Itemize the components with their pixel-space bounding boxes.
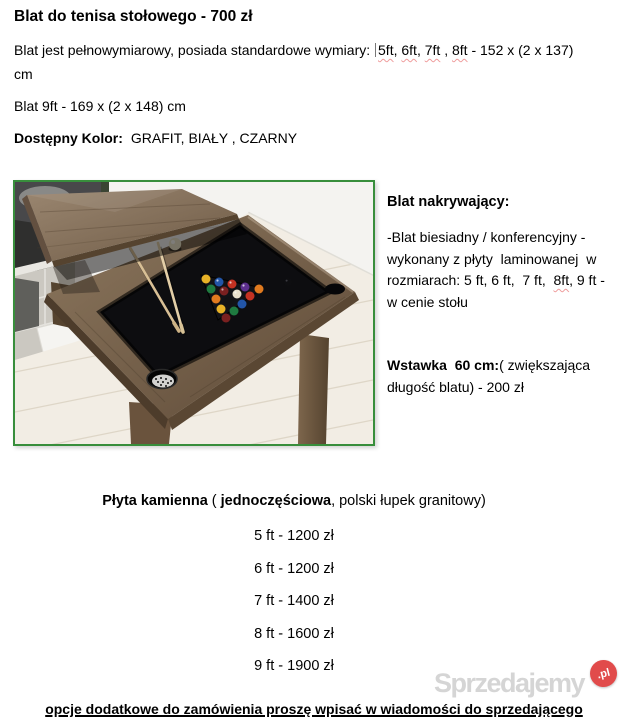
size-token: 6ft <box>401 42 417 58</box>
corner-pocket-top-right <box>325 284 345 295</box>
size-token: 5ft <box>378 42 394 58</box>
insert-option: Wstawka 60 cm:( zwiększająca długość blatu) - 200 zł <box>387 357 591 395</box>
product-photo[interactable] <box>13 180 375 446</box>
door-mat <box>15 278 39 332</box>
price-row: 5 ft - 1200 zł <box>254 528 334 544</box>
price-row: 8 ft - 1600 zł <box>254 625 334 642</box>
price-row: 9 ft - 1900 zł <box>254 658 334 674</box>
price-row: 7 ft - 1400 zł <box>254 593 334 609</box>
pool-table-illustration <box>15 182 373 444</box>
size-token: 8ft <box>451 42 468 58</box>
stone-slab-section <box>14 492 574 683</box>
cover-heading: Blat nakrywający: <box>387 194 510 210</box>
cover-description: -Blat biesiadny / konferencyjny - wykonany z płyty laminowanej w rozmiarach: 5 ft, 6 ft, 7 ft, 8ft, 9 ft - w cenie stołu <box>387 229 605 310</box>
insert-label: Wstawka 60 cm: <box>387 357 500 373</box>
color-label: Dostępny Kolor: <box>14 130 123 146</box>
color-value: GRAFIT, BIAŁY , CZARNY <box>130 130 298 146</box>
size-token: 8ft <box>553 272 570 288</box>
dimensions-paragraph-wrap: cm <box>14 66 33 82</box>
black-ball <box>284 278 292 286</box>
size-token: 7ft <box>424 42 441 58</box>
cover-top-column <box>387 180 614 446</box>
color-line <box>14 126 614 150</box>
watermark-tld: .pl <box>595 666 612 681</box>
watermark-text: Sprzedajemy <box>434 668 585 698</box>
dimensions-9ft: Blat 9ft - 169 x (2 x 148) cm <box>14 98 186 114</box>
price-row: 6 ft - 1200 zł <box>254 560 334 577</box>
corner-pocket-bottom-left <box>147 370 177 389</box>
media-row <box>13 180 614 446</box>
dimensions-paragraph: Blat jest pełnowymiarowy, posiada standardowe wymiary: 5ft, 6ft, 7ft , 8ft - 152 x (2 x 137) <box>14 42 574 58</box>
watermark-pl-badge <box>587 657 620 690</box>
stone-price-list <box>14 520 574 683</box>
page-title: Blat do tenisa stołowego - 700 zł <box>14 8 253 25</box>
stone-slab-title: Płyta kamienna ( jednoczęściowa, polski łupek granitowy) <box>102 493 486 509</box>
text-caret <box>375 43 376 57</box>
sprzedajemy-watermark <box>434 660 620 706</box>
footer-note: opcje dodatkowe do zamówienia proszę wpisać w wiadomości do sprzedającego <box>45 701 583 717</box>
